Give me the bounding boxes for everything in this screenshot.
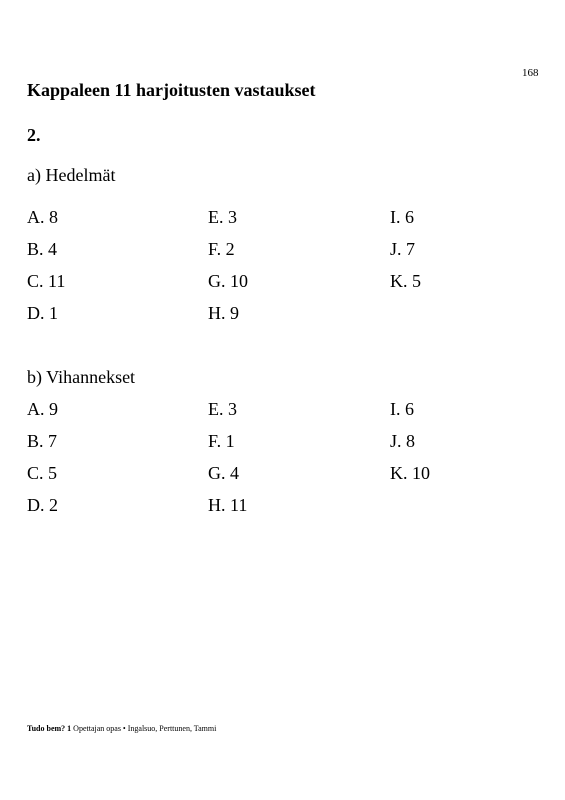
section-heading-a: a) Hedelmät bbox=[27, 165, 116, 185]
page-title: Kappaleen 11 harjoitusten vastaukset bbox=[27, 80, 316, 100]
answer-item: J. 7 bbox=[390, 239, 416, 259]
answer-item: E. 3 bbox=[208, 207, 237, 227]
answer-item: C. 5 bbox=[27, 463, 58, 483]
answer-item: K. 5 bbox=[390, 271, 421, 291]
answer-item: F. 1 bbox=[208, 431, 235, 451]
answer-item: C. 11 bbox=[27, 271, 66, 291]
answer-item: G. 10 bbox=[208, 271, 248, 291]
answer-item: B. 4 bbox=[27, 239, 58, 259]
exercise-number: 2. bbox=[27, 125, 41, 145]
footer-credits: Opettajan opas • Ingalsuo, Perttunen, Tammi bbox=[71, 724, 217, 733]
answer-item: I. 6 bbox=[390, 207, 414, 227]
answer-item: H. 11 bbox=[208, 495, 248, 515]
page-number: 168 bbox=[522, 67, 539, 79]
answer-item: D. 1 bbox=[27, 303, 58, 323]
answer-item: A. 8 bbox=[27, 207, 58, 227]
section-heading-b: b) Vihannekset bbox=[27, 367, 136, 387]
answer-item: J. 8 bbox=[390, 431, 416, 451]
footer-book-title: Tudo bem? 1 bbox=[27, 724, 72, 733]
answer-item: A. 9 bbox=[27, 399, 58, 419]
answer-item: E. 3 bbox=[208, 399, 237, 419]
answer-item: H. 9 bbox=[208, 303, 239, 323]
answer-item: K. 10 bbox=[390, 463, 430, 483]
answer-item: F. 2 bbox=[208, 239, 235, 259]
answer-item: G. 4 bbox=[208, 463, 239, 483]
answer-item: I. 6 bbox=[390, 399, 414, 419]
answer-item: D. 2 bbox=[27, 495, 58, 515]
answer-item: B. 7 bbox=[27, 431, 58, 451]
footer bbox=[27, 724, 216, 733]
